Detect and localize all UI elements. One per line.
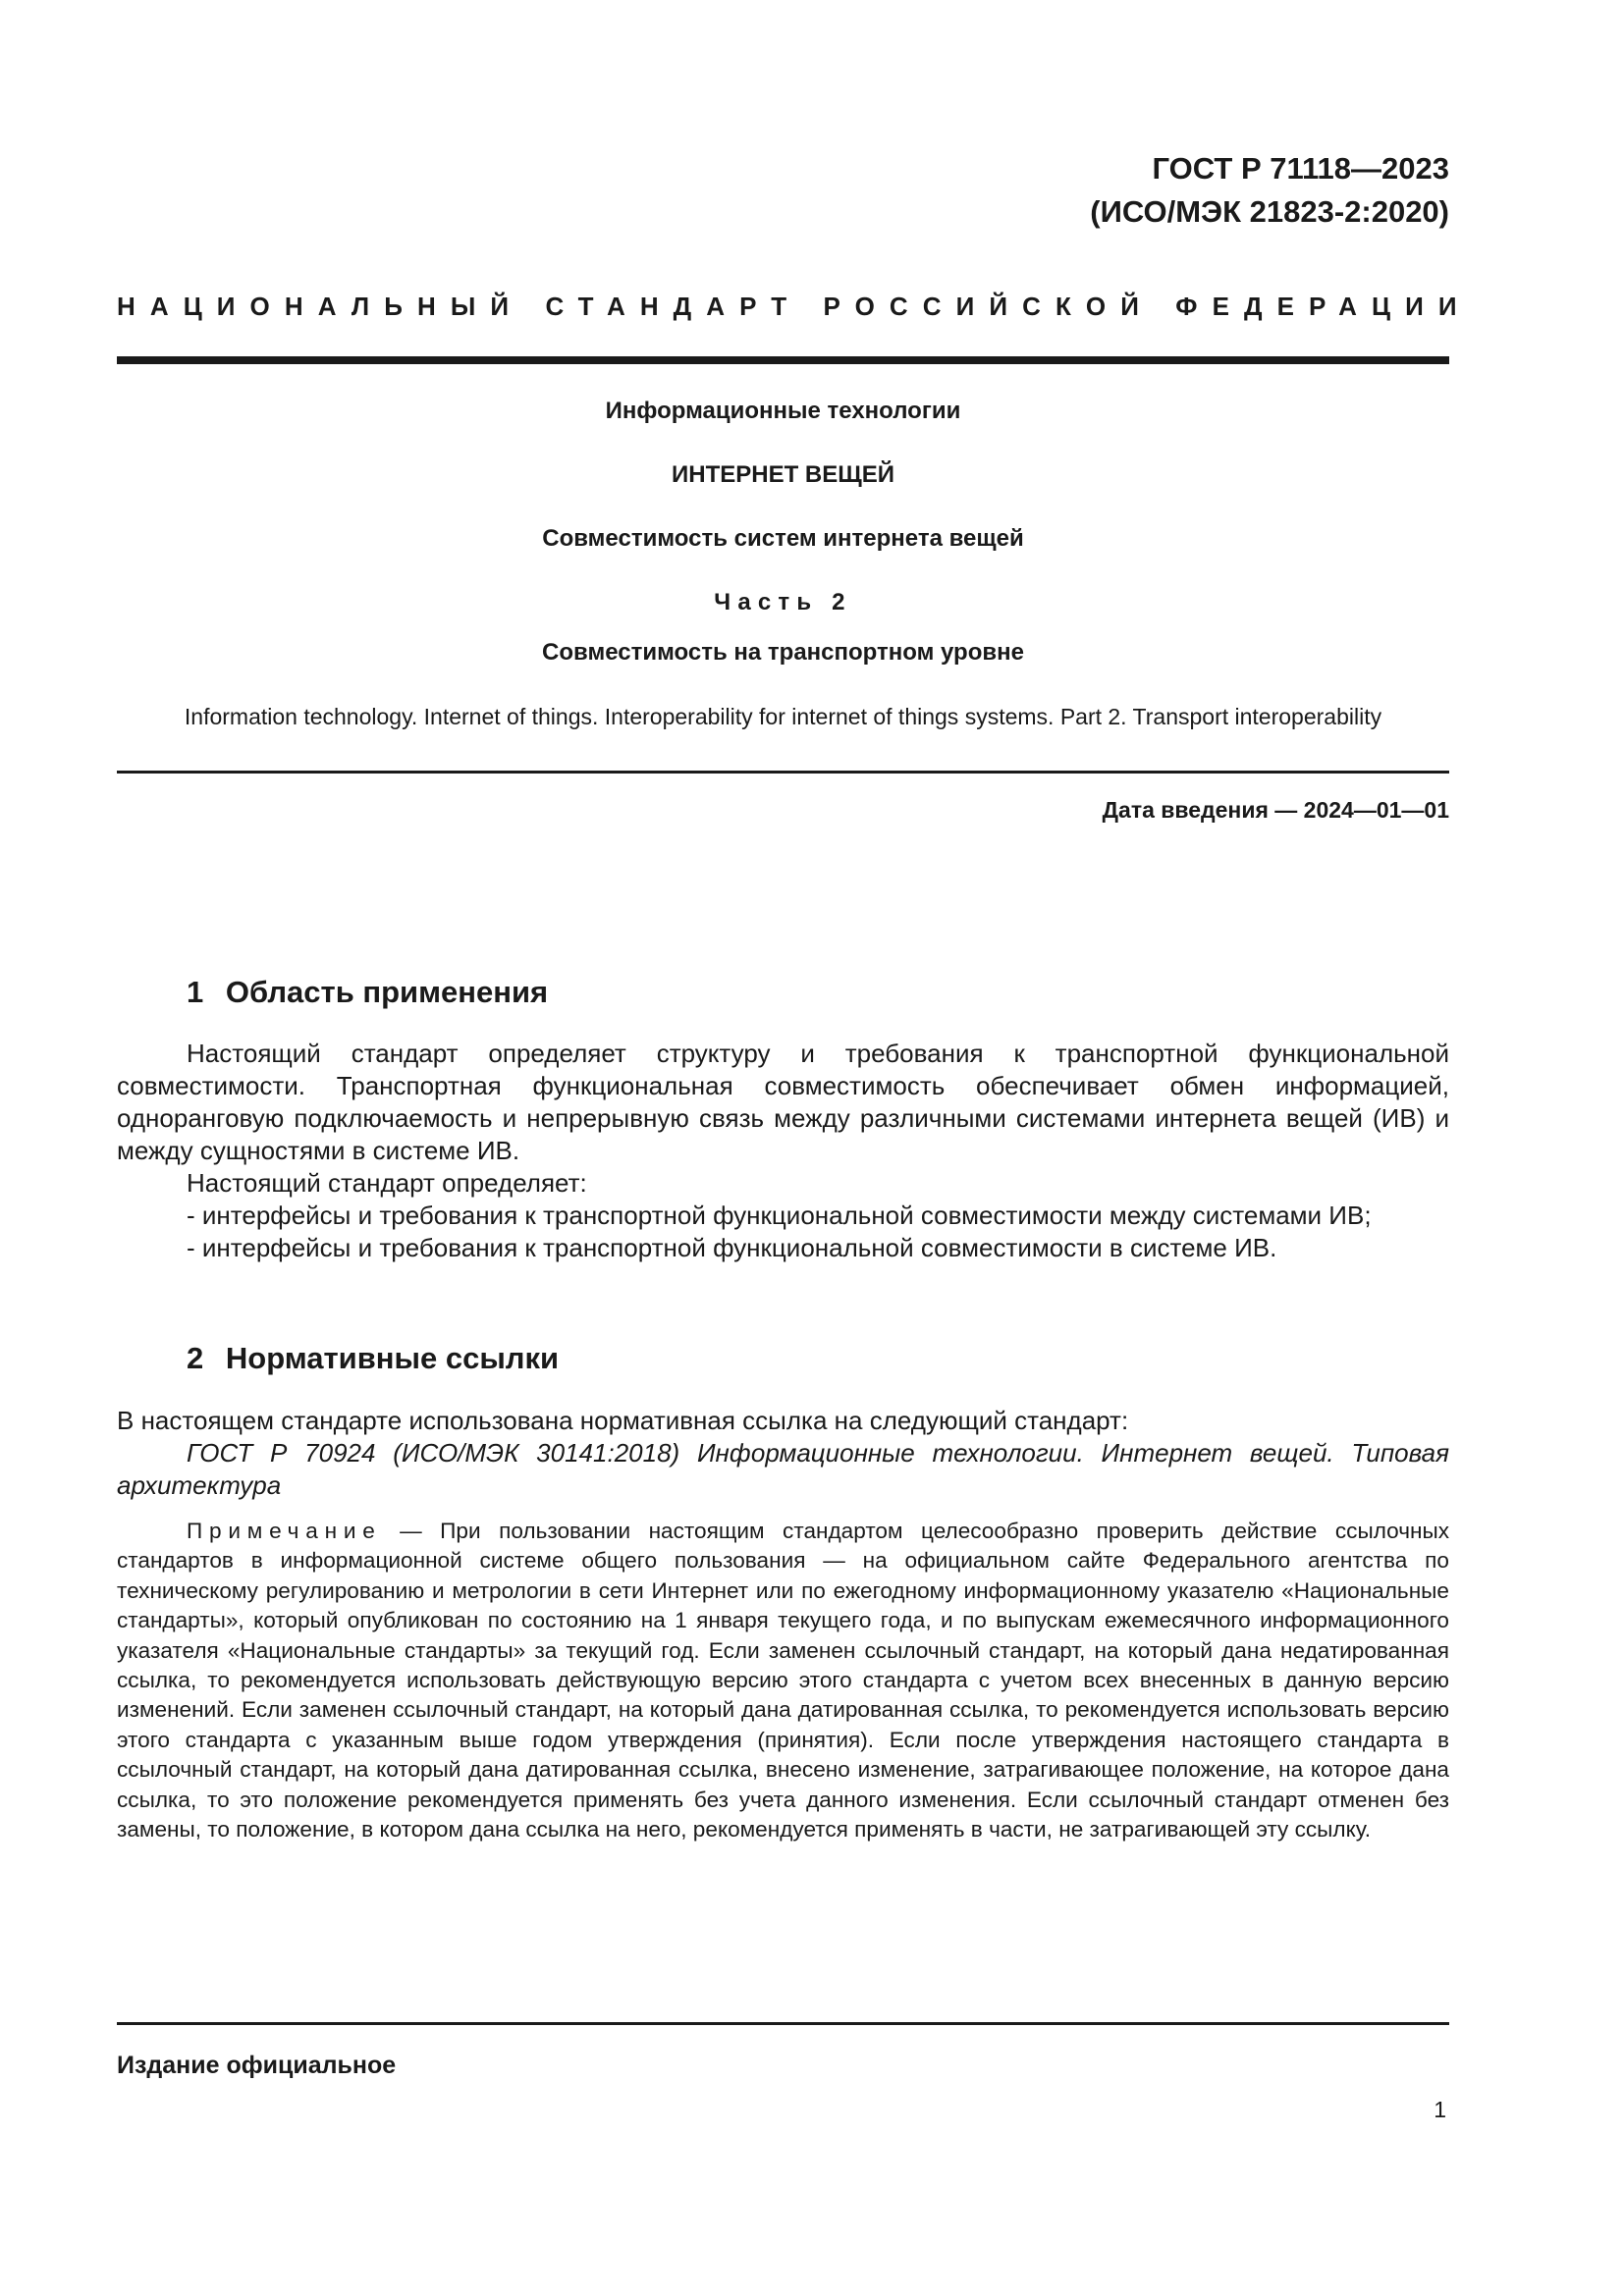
note-label: Примечание	[187, 1519, 382, 1543]
title-rule	[117, 771, 1449, 774]
section-1-number: 1	[187, 975, 204, 1009]
section-2-number: 2	[187, 1341, 204, 1375]
english-title: Information technology. Internet of things. Interoperability for internet of things systems. Part 2. Transport interoperability	[184, 704, 1382, 729]
section-1-paragraph-2: Настоящий стандарт определяет:	[187, 1168, 587, 1198]
iso-reference: (ИСО/МЭК 21823-2:2020)	[1090, 194, 1449, 229]
section-1-title: Область применения	[225, 975, 549, 1009]
page-number: 1	[1434, 2097, 1446, 2122]
section-2-paragraph-1: В настоящем стандарте использована нормативная ссылка на следующий стандарт:	[117, 1406, 1129, 1435]
title-line-2: ИНТЕРНЕТ ВЕЩЕЙ	[672, 461, 894, 488]
footer-rule	[117, 2022, 1449, 2025]
national-standard-banner: НАЦИОНАЛЬНЫЙ СТАНДАРТ РОССИЙСКОЙ ФЕДЕРАЦИИ	[117, 292, 1472, 321]
title-part: Часть 2	[714, 589, 852, 615]
standard-designation	[1090, 147, 1449, 234]
normative-reference: ГОСТ Р 70924 (ИСО/МЭК 30141:2018) Информационные технологии. Интернет вещей. Типовая архитектура	[117, 1438, 1449, 1500]
title-line-3: Совместимость систем интернета вещей	[542, 525, 1024, 552]
section-1-body	[117, 1038, 1449, 1264]
title-line-1: Информационные технологии	[605, 398, 961, 424]
introduction-date: Дата введения — 2024—01—01	[1102, 797, 1449, 823]
standard-number: ГОСТ Р 71118—2023	[1152, 151, 1449, 186]
section-1-paragraph-1: Настоящий стандарт определяет структуру и требования к транспортной функциональной совместимости. Транспортная функциональная совместимость обеспечивает обмен информацией, одноранговую подключаемость и непрерывную связь между различными системами интернета вещей (ИВ) и между сущностями в системе ИВ.	[117, 1039, 1449, 1165]
section-2-body	[117, 1405, 1449, 1502]
section-2-heading	[187, 1341, 559, 1376]
section-1-list-item-2: - интерфейсы и требования к транспортной функциональной совместимости в системе ИВ.	[187, 1233, 1277, 1262]
section-2-title: Нормативные ссылки	[225, 1341, 560, 1375]
header-rule	[117, 356, 1449, 364]
title-line-5: Совместимость на транспортном уровне	[542, 639, 1024, 666]
note	[117, 1517, 1449, 1844]
official-edition-label: Издание официальное	[117, 2052, 397, 2079]
section-1-heading	[187, 975, 548, 1010]
note-text: — При пользовании настоящим стандартом целесообразно проверить действие ссылочных стандартов в информационной системе общего пользования — на официальном сайте Федерального агентства по техническому регулированию и метрологии в сети Интернет или по ежегодному информационному указателю «Национальные стандарты», который опубликован по состоянию на 1 января текущего года, и по выпускам ежемесячного информационного указателя «Национальные стандарты» за текущий год. Если заменен ссылочный стандарт, на который дана недатированная ссылка, то рекомендуется использовать действующую версию этого стандарта с учетом всех внесенных в данную версию изменений. Если заменен ссылочный стандарт, на который дана датированная ссылка, то рекомендуется использовать версию этого стандарта с указанным выше годом утверждения (принятия). Если после утверждения настоящего стандарта в ссылочный стандарт, на который дана датированная ссылка, внесено изменение, затрагивающее положение, на которое дана ссылка, то это положение рекомендуется применять без учета данного изменения. Если ссылочный стандарт отменен без замены, то положение, в котором дана ссылка на него, рекомендуется применять в части, не затрагивающей эту ссылку.	[117, 1519, 1449, 1842]
section-1-list-item-1: - интерфейсы и требования к транспортной функциональной совместимости между системами ИВ;	[187, 1201, 1372, 1230]
